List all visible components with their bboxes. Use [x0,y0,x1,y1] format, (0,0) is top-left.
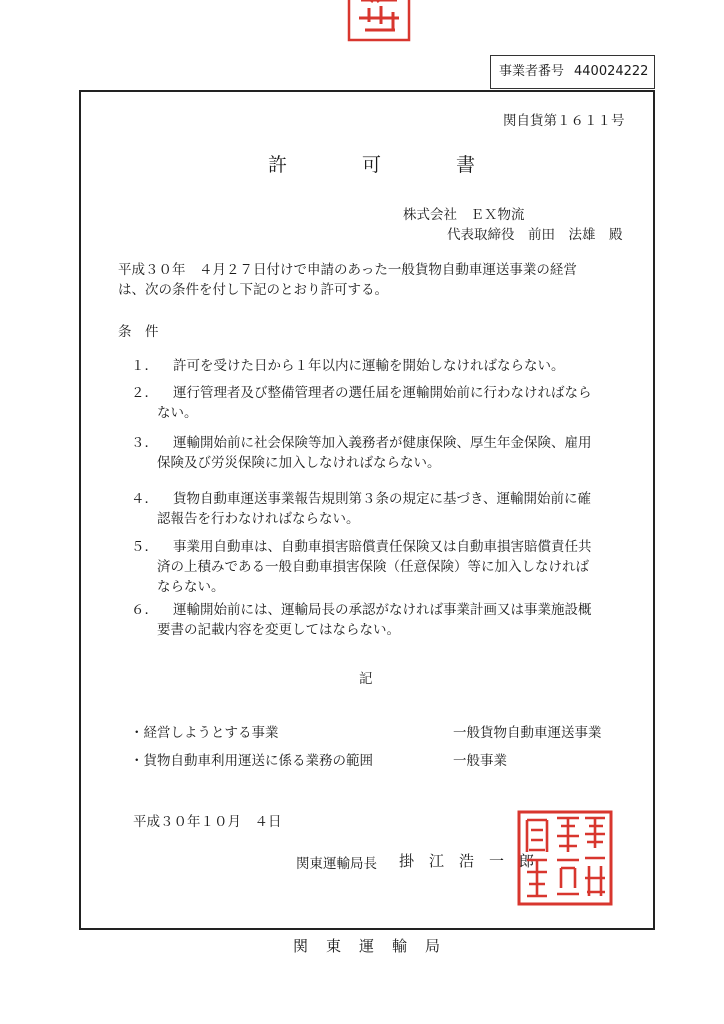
title-char-2: 可 [362,154,382,176]
condition-text: 許可を受けた日から１年以内に運輸を開始しなければならない。 [173,358,565,374]
condition-number: ６． [131,602,158,618]
item-value: 一般事業 [453,753,507,769]
registration-label: 事業者番号 [499,64,565,79]
condition-text: ない。 [157,405,198,421]
condition-text: 運行管理者及び整備管理者の選任届を運輸開始前に行わなければなら [173,385,592,401]
condition-text: 事業用自動車は、自動車損害賠償責任保険又は自動車損害賠償責任共 [173,539,592,555]
recipient-representative: 代表取締役 前田 法雄 殿 [447,227,623,243]
item-value: 一般貨物自動車運送事業 [453,725,602,741]
condition-text: 運輸開始前には、運輸局長の承認がなければ事業計画又は事業施設概 [173,602,592,618]
condition-text: 保険及び労災保険に加入しなければならない。 [157,455,441,471]
condition-text: 認報告を行わなければならない。 [157,511,360,527]
condition-text: ならない。 [157,579,225,595]
condition-number: ２． [131,385,158,401]
item-label: ・経営しようとする事業 [130,725,279,741]
signer-title: 関東運輸局長 [296,856,377,872]
issuer-name: 関東運輸局 [293,937,459,955]
condition-number: ３． [131,435,158,451]
issue-date: 平成３０年１０月 ４日 [133,814,282,830]
intro-line-2: は、次の条件を付し下記のとおり許可する。 [118,282,388,298]
conditions-heading: 条 件 [118,324,159,340]
registration-number-box [490,55,655,89]
title-char-1: 許 [268,154,288,176]
signer-name: 掛 江 浩 一 郎 [399,852,535,870]
registration-number: 440024222 [574,64,649,79]
document-number: 関自貨第１６１１号 [503,113,625,129]
condition-number: ４． [131,491,158,507]
recipient-company: 株式会社 ＥＸ物流 [403,207,525,223]
item-label: ・貨物自動車利用運送に係る業務の範囲 [130,753,373,769]
condition-text: 要書の記載内容を変更してはならない。 [157,622,400,638]
ki-heading: 記 [359,671,373,687]
condition-text: 貨物自動車運送事業報告規則第３条の規定に基づき、運輸開始前に確 [173,491,591,507]
condition-number: ５． [131,539,158,555]
condition-text: 運輸開始前に社会保険等加入義務者が健康保険、厚生年金保険、雇用 [173,435,592,451]
condition-number: １． [131,358,158,374]
official-seal-stamp [515,808,615,908]
condition-text: 済の上積みである一般自動車損害保険（任意保険）等に加入しなければ [157,559,589,575]
top-seal-stamp [345,0,415,44]
title-char-3: 書 [456,154,476,176]
intro-line-1: 平成３０年 ４月２７日付けで申請のあった一般貨物自動車運送事業の経営 [118,262,577,278]
